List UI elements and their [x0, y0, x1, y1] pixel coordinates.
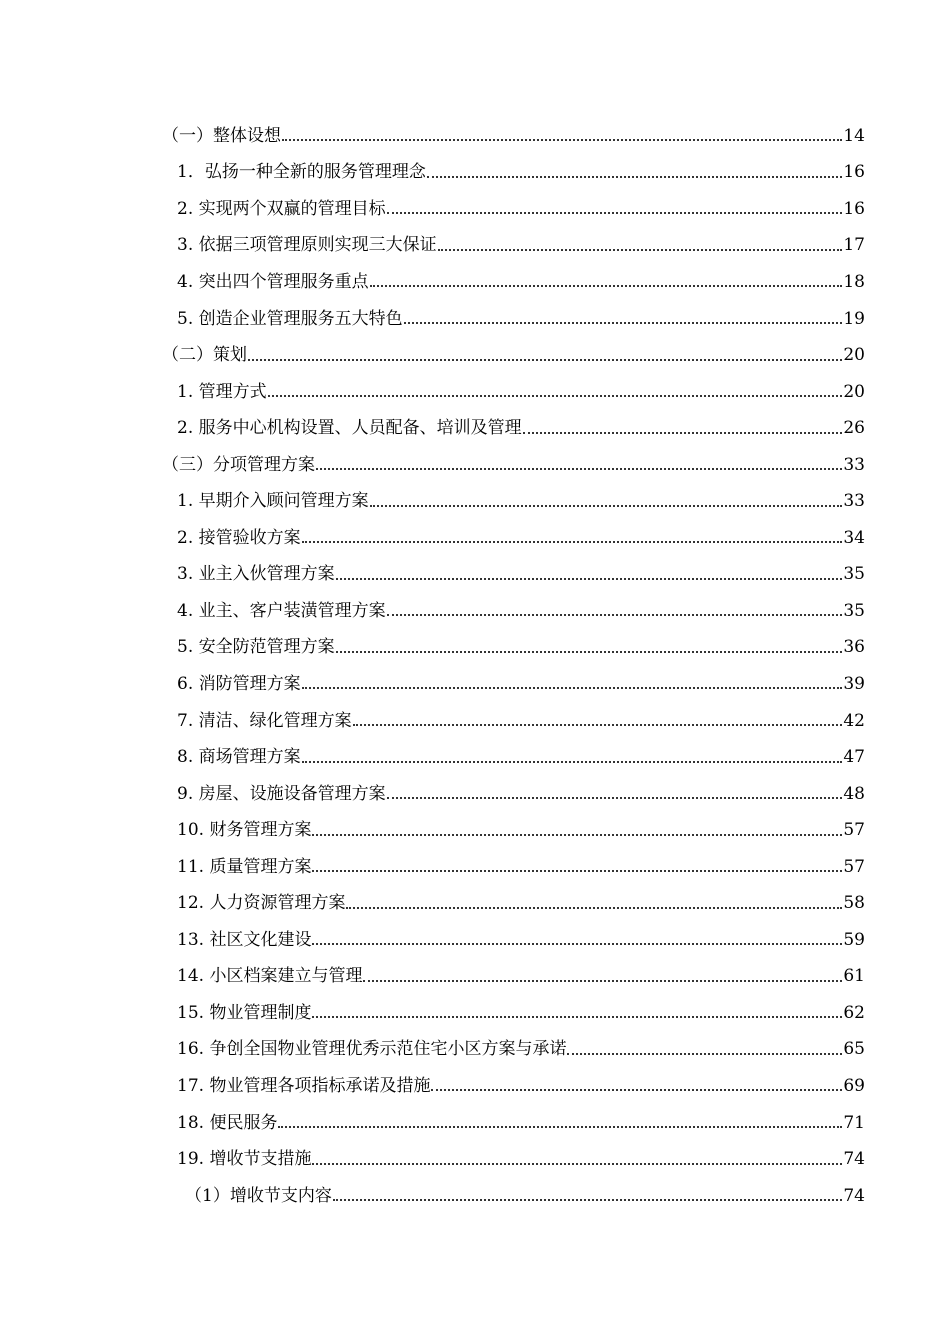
- toc-entry[interactable]: [0, 885, 950, 922]
- dot-leader: [523, 420, 842, 438]
- dot-leader: [268, 383, 842, 401]
- toc-page-number: 26: [843, 418, 865, 439]
- toc-entry[interactable]: [0, 666, 950, 703]
- toc-entry-title: 1. 早期介入顾问管理方案: [177, 491, 369, 512]
- toc-entry-title: 10. 财务管理方案: [177, 820, 312, 841]
- toc-entry-title: 19. 增收节支措施: [177, 1149, 312, 1170]
- toc-entry-title: 2. 实现两个双赢的管理目标: [177, 198, 386, 219]
- toc-entry[interactable]: [0, 1068, 950, 1105]
- toc-entry[interactable]: [0, 410, 950, 447]
- toc-entry-title: 4. 突出四个管理服务重点: [177, 271, 369, 292]
- toc-page-number: 62: [843, 1002, 865, 1023]
- toc-entry[interactable]: [0, 959, 950, 996]
- toc-entry[interactable]: [0, 483, 950, 520]
- dot-leader: [312, 1004, 842, 1022]
- toc-page-number: 35: [843, 600, 865, 621]
- toc-page-number: 69: [843, 1075, 865, 1096]
- toc-page-number: 47: [843, 747, 865, 768]
- toc-entry-title: 9. 房屋、设施设备管理方案: [177, 783, 386, 804]
- toc-entry-title: （二）策划: [162, 345, 247, 366]
- toc-page-number: 17: [843, 235, 865, 256]
- dot-leader: [278, 1114, 842, 1132]
- dot-leader: [336, 566, 842, 584]
- toc-page-number: 74: [843, 1149, 865, 1170]
- toc-entry[interactable]: [0, 155, 950, 192]
- toc-page-number: 65: [843, 1039, 865, 1060]
- dot-leader: [312, 1151, 842, 1169]
- toc-page-number: 20: [843, 345, 865, 366]
- toc-entry-title: 5. 创造企业管理服务五大特色: [177, 308, 403, 329]
- toc-entry-title: 12. 人力资源管理方案: [177, 893, 346, 914]
- toc-entry-title: 8. 商场管理方案: [177, 747, 301, 768]
- toc-entry[interactable]: [0, 264, 950, 301]
- toc-entry[interactable]: [0, 1141, 950, 1178]
- dot-leader: [387, 602, 842, 620]
- dot-leader: [336, 639, 842, 657]
- toc-page-number: 20: [843, 381, 865, 402]
- toc-page-number: 61: [843, 966, 865, 987]
- toc-entry[interactable]: [0, 776, 950, 813]
- toc-entry-title: 1. 管理方式: [177, 381, 267, 402]
- toc-entry[interactable]: [0, 739, 950, 776]
- toc-entry-title: 2. 接管验收方案: [177, 527, 301, 548]
- toc-page-number: 57: [843, 856, 865, 877]
- toc-entry[interactable]: [0, 1178, 950, 1215]
- toc-entry-title: 16. 争创全国物业管理优秀示范住宅小区方案与承诺: [177, 1039, 567, 1060]
- dot-leader: [282, 127, 842, 145]
- toc-entry[interactable]: [0, 337, 950, 374]
- dot-leader: [370, 273, 842, 291]
- toc-entry[interactable]: [0, 118, 950, 155]
- toc-page-number: 36: [843, 637, 865, 658]
- dot-leader: [370, 493, 842, 511]
- toc-entry-title: 3. 依据三项管理原则实现三大保证: [177, 235, 437, 256]
- toc-entry-title: 11. 质量管理方案: [177, 856, 312, 877]
- toc-entry-title: 6. 消防管理方案: [177, 673, 301, 694]
- dot-leader: [363, 968, 842, 986]
- toc-entry-title: 5. 安全防范管理方案: [177, 637, 335, 658]
- toc-entry-title: 4. 业主、客户装潢管理方案: [177, 600, 386, 621]
- toc-entry[interactable]: [0, 1032, 950, 1069]
- toc-entry-title: 7. 清洁、绿化管理方案: [177, 710, 352, 731]
- toc-entry-title: 1．弘扬一种全新的服务管理理念: [177, 162, 426, 183]
- dot-leader: [431, 1077, 842, 1095]
- toc-entry-title: 2. 服务中心机构设置、人员配备、培训及管理: [177, 418, 522, 439]
- toc-page-number: 33: [843, 491, 865, 512]
- toc-page-number: 57: [843, 820, 865, 841]
- toc-entry[interactable]: [0, 1105, 950, 1142]
- dot-leader: [353, 712, 842, 730]
- toc-page-number: 74: [843, 1185, 865, 1206]
- toc-entry-title: 15. 物业管理制度: [177, 1002, 312, 1023]
- toc-entry[interactable]: [0, 447, 950, 484]
- toc-page-number: 14: [843, 125, 865, 146]
- toc-entry[interactable]: [0, 557, 950, 594]
- toc-page-number: 35: [843, 564, 865, 585]
- dot-leader: [387, 200, 842, 218]
- toc-page-number: 58: [843, 893, 865, 914]
- toc-entry[interactable]: [0, 520, 950, 557]
- toc-page-number: 16: [843, 162, 865, 183]
- toc-entry[interactable]: [0, 849, 950, 886]
- toc-page-number: 42: [843, 710, 865, 731]
- toc-page-number: 34: [843, 527, 865, 548]
- dot-leader: [302, 675, 842, 693]
- table-of-contents: [0, 118, 950, 1214]
- toc-entry-title: （三）分项管理方案: [162, 454, 315, 475]
- dot-leader: [312, 858, 842, 876]
- toc-entry[interactable]: [0, 593, 950, 630]
- toc-page-number: 18: [843, 271, 865, 292]
- toc-page-number: 59: [843, 929, 865, 950]
- toc-entry[interactable]: [0, 191, 950, 228]
- toc-page-number: 16: [843, 198, 865, 219]
- toc-entry-title: 18. 便民服务: [177, 1112, 278, 1133]
- dot-leader: [248, 347, 842, 365]
- toc-page-number: 39: [843, 673, 865, 694]
- toc-entry[interactable]: [0, 995, 950, 1032]
- toc-entry[interactable]: [0, 228, 950, 265]
- dot-leader: [302, 529, 842, 547]
- dot-leader: [346, 895, 842, 913]
- toc-entry[interactable]: [0, 374, 950, 411]
- toc-entry-title: （1）增收节支内容: [185, 1185, 332, 1206]
- toc-entry[interactable]: [0, 301, 950, 338]
- toc-page-number: 48: [843, 783, 865, 804]
- dot-leader: [567, 1041, 842, 1059]
- toc-entry-title: 13. 社区文化建设: [177, 929, 312, 950]
- dot-leader: [387, 785, 842, 803]
- dot-leader: [316, 456, 842, 474]
- dot-leader: [404, 310, 842, 328]
- toc-entry[interactable]: [0, 812, 950, 849]
- dot-leader: [438, 237, 842, 255]
- toc-page-number: 71: [843, 1112, 865, 1133]
- toc-entry-title: 14. 小区档案建立与管理: [177, 966, 363, 987]
- toc-entry-title: 17. 物业管理各项指标承诺及措施: [177, 1075, 431, 1096]
- toc-entry[interactable]: [0, 630, 950, 667]
- dot-leader: [312, 822, 842, 840]
- dot-leader: [312, 931, 842, 949]
- toc-page-number: 33: [843, 454, 865, 475]
- toc-entry[interactable]: [0, 703, 950, 740]
- dot-leader: [333, 1187, 842, 1205]
- toc-entry-title: （一）整体设想: [162, 125, 281, 146]
- toc-page-number: 19: [843, 308, 865, 329]
- dot-leader: [427, 164, 842, 182]
- dot-leader: [302, 749, 842, 767]
- toc-entry-title: 3. 业主入伙管理方案: [177, 564, 335, 585]
- toc-entry[interactable]: [0, 922, 950, 959]
